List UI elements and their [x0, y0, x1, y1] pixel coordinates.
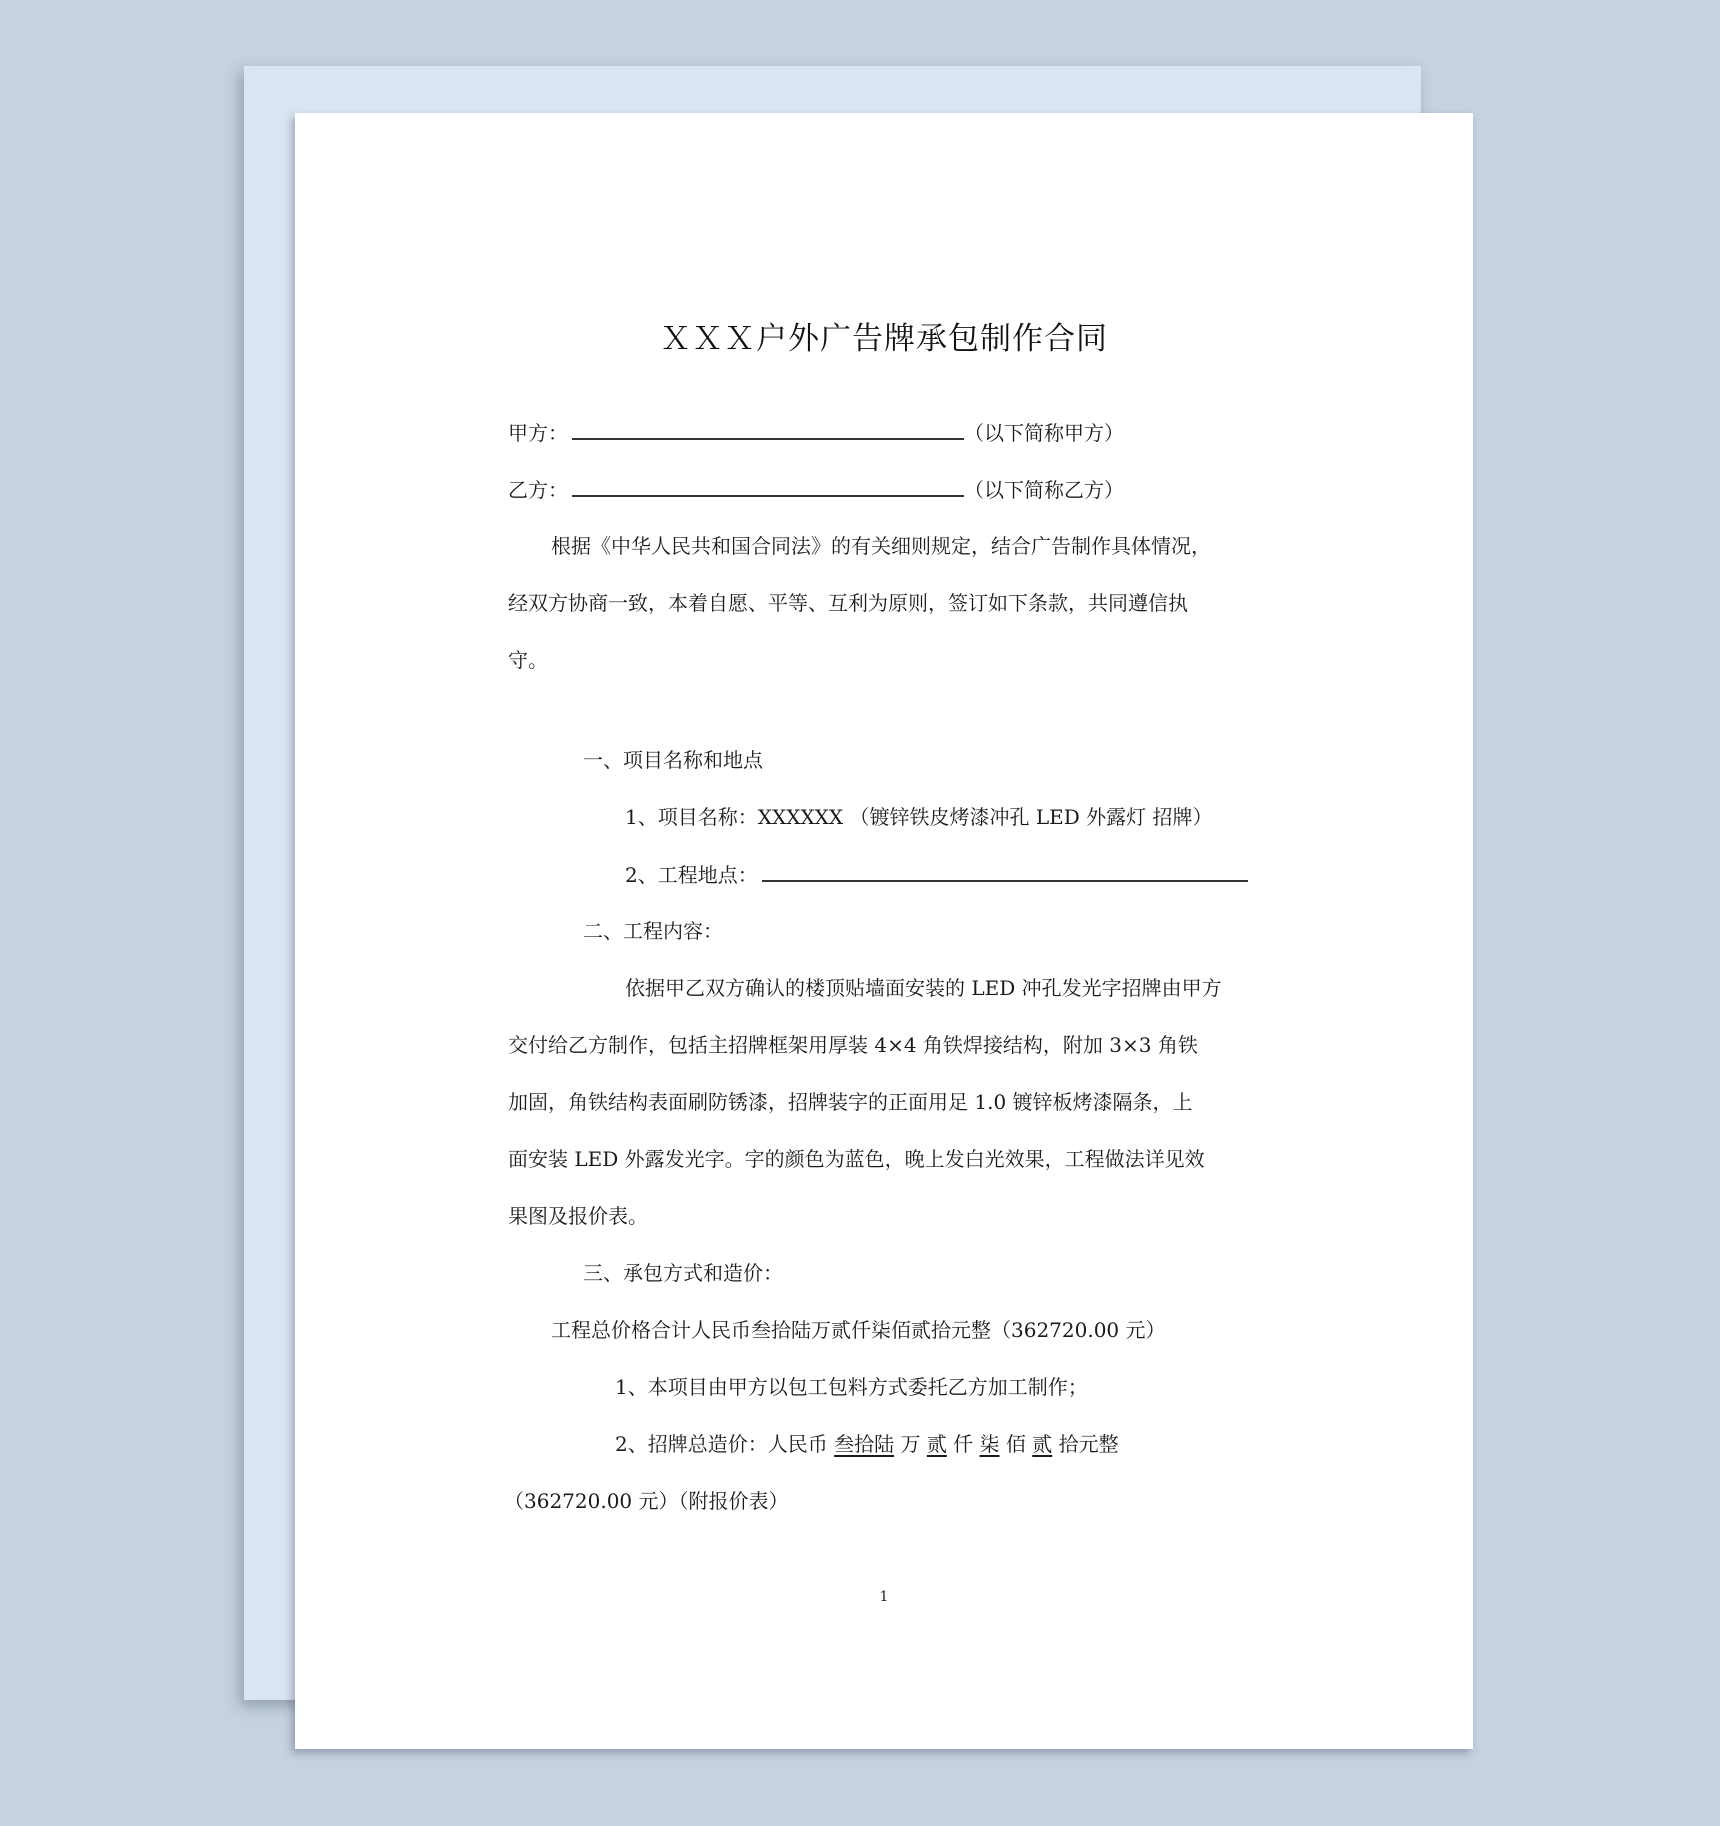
document-title: ＸＸＸ户外广告牌承包制作合同: [660, 321, 1108, 357]
preamble-line-3: 守。: [508, 648, 548, 672]
section-1-item-2: [625, 862, 1248, 887]
amount-tens-digit: 贰: [1032, 1432, 1053, 1456]
section-1-heading: 一、项目名称和地点: [583, 748, 763, 772]
unit-shi-yuan-zheng: 拾元整: [1052, 1432, 1119, 1456]
section-2-line-4: 面安装 LED 外露发光字。字的颜色为蓝色，晚上发白光效果，工程做法详见效: [508, 1147, 1205, 1171]
section-2-line-3: 加固，角铁结构表面刷防锈漆，招牌装字的正面用足 1.0 镀锌板烤漆隔条，上: [508, 1090, 1193, 1114]
section-3-item-2-continuation: （362720.00 元）（附报价表）: [504, 1489, 789, 1513]
section-3-item-2: [615, 1432, 1119, 1456]
section-1-item-1: 1、项目名称：XXXXXX （镀锌铁皮烤漆冲孔 LED 外露灯 招牌）: [625, 805, 1213, 829]
party-a-suffix: （以下简称甲方）: [964, 421, 1124, 445]
party-b-suffix: （以下简称乙方）: [964, 478, 1124, 502]
amount-thousands-digit: 贰: [926, 1432, 947, 1456]
party-a-blank-field[interactable]: [572, 420, 964, 440]
party-b-label: 乙方：: [508, 478, 568, 502]
amount-ten-thousands-digits: 叁拾陆: [834, 1432, 895, 1456]
party-b-blank-field[interactable]: [572, 477, 964, 497]
unit-qian: 仟: [946, 1432, 980, 1456]
section-2-line-5: 果图及报价表。: [508, 1204, 648, 1228]
amount-hundreds-digit: 柒: [979, 1432, 1000, 1456]
section-2-line-2: 交付给乙方制作，包括主招牌框架用厚装 4×4 角铁焊接结构，附加 3×3 角铁: [508, 1033, 1198, 1057]
total-price-prefix: 2、招牌总造价：人民币: [615, 1432, 835, 1456]
project-location-label: 2、工程地点：: [625, 863, 758, 887]
section-3-total-line: 工程总价格合计人民币叁拾陆万贰仟柒佰贰拾元整（362720.00 元）: [551, 1318, 1166, 1342]
section-3-heading: 三、承包方式和造价：: [583, 1261, 783, 1285]
party-a-label: 甲方：: [508, 421, 568, 445]
project-location-blank-field[interactable]: [762, 862, 1248, 882]
unit-bai: 佰: [999, 1432, 1033, 1456]
party-a-row: [508, 420, 1124, 445]
party-b-row: [508, 477, 1124, 502]
preamble-line-2: 经双方协商一致，本着自愿、平等、互利为原则，签订如下条款，共同遵信执: [508, 591, 1188, 615]
section-2-line-1: 依据甲乙双方确认的楼顶贴墙面安装的 LED 冲孔发光字招牌由甲方: [625, 976, 1222, 1000]
section-2-heading: 二、工程内容：: [583, 919, 723, 943]
document-content: [295, 113, 1473, 1749]
page-number: 1: [879, 1589, 889, 1605]
document-page: [295, 113, 1473, 1749]
unit-wan: 万: [894, 1432, 927, 1456]
section-3-item-1: 1、本项目由甲方以包工包料方式委托乙方加工制作；: [615, 1375, 1088, 1399]
preamble-line-1: 根据《中华人民共和国合同法》的有关细则规定，结合广告制作具体情况，: [551, 534, 1211, 558]
